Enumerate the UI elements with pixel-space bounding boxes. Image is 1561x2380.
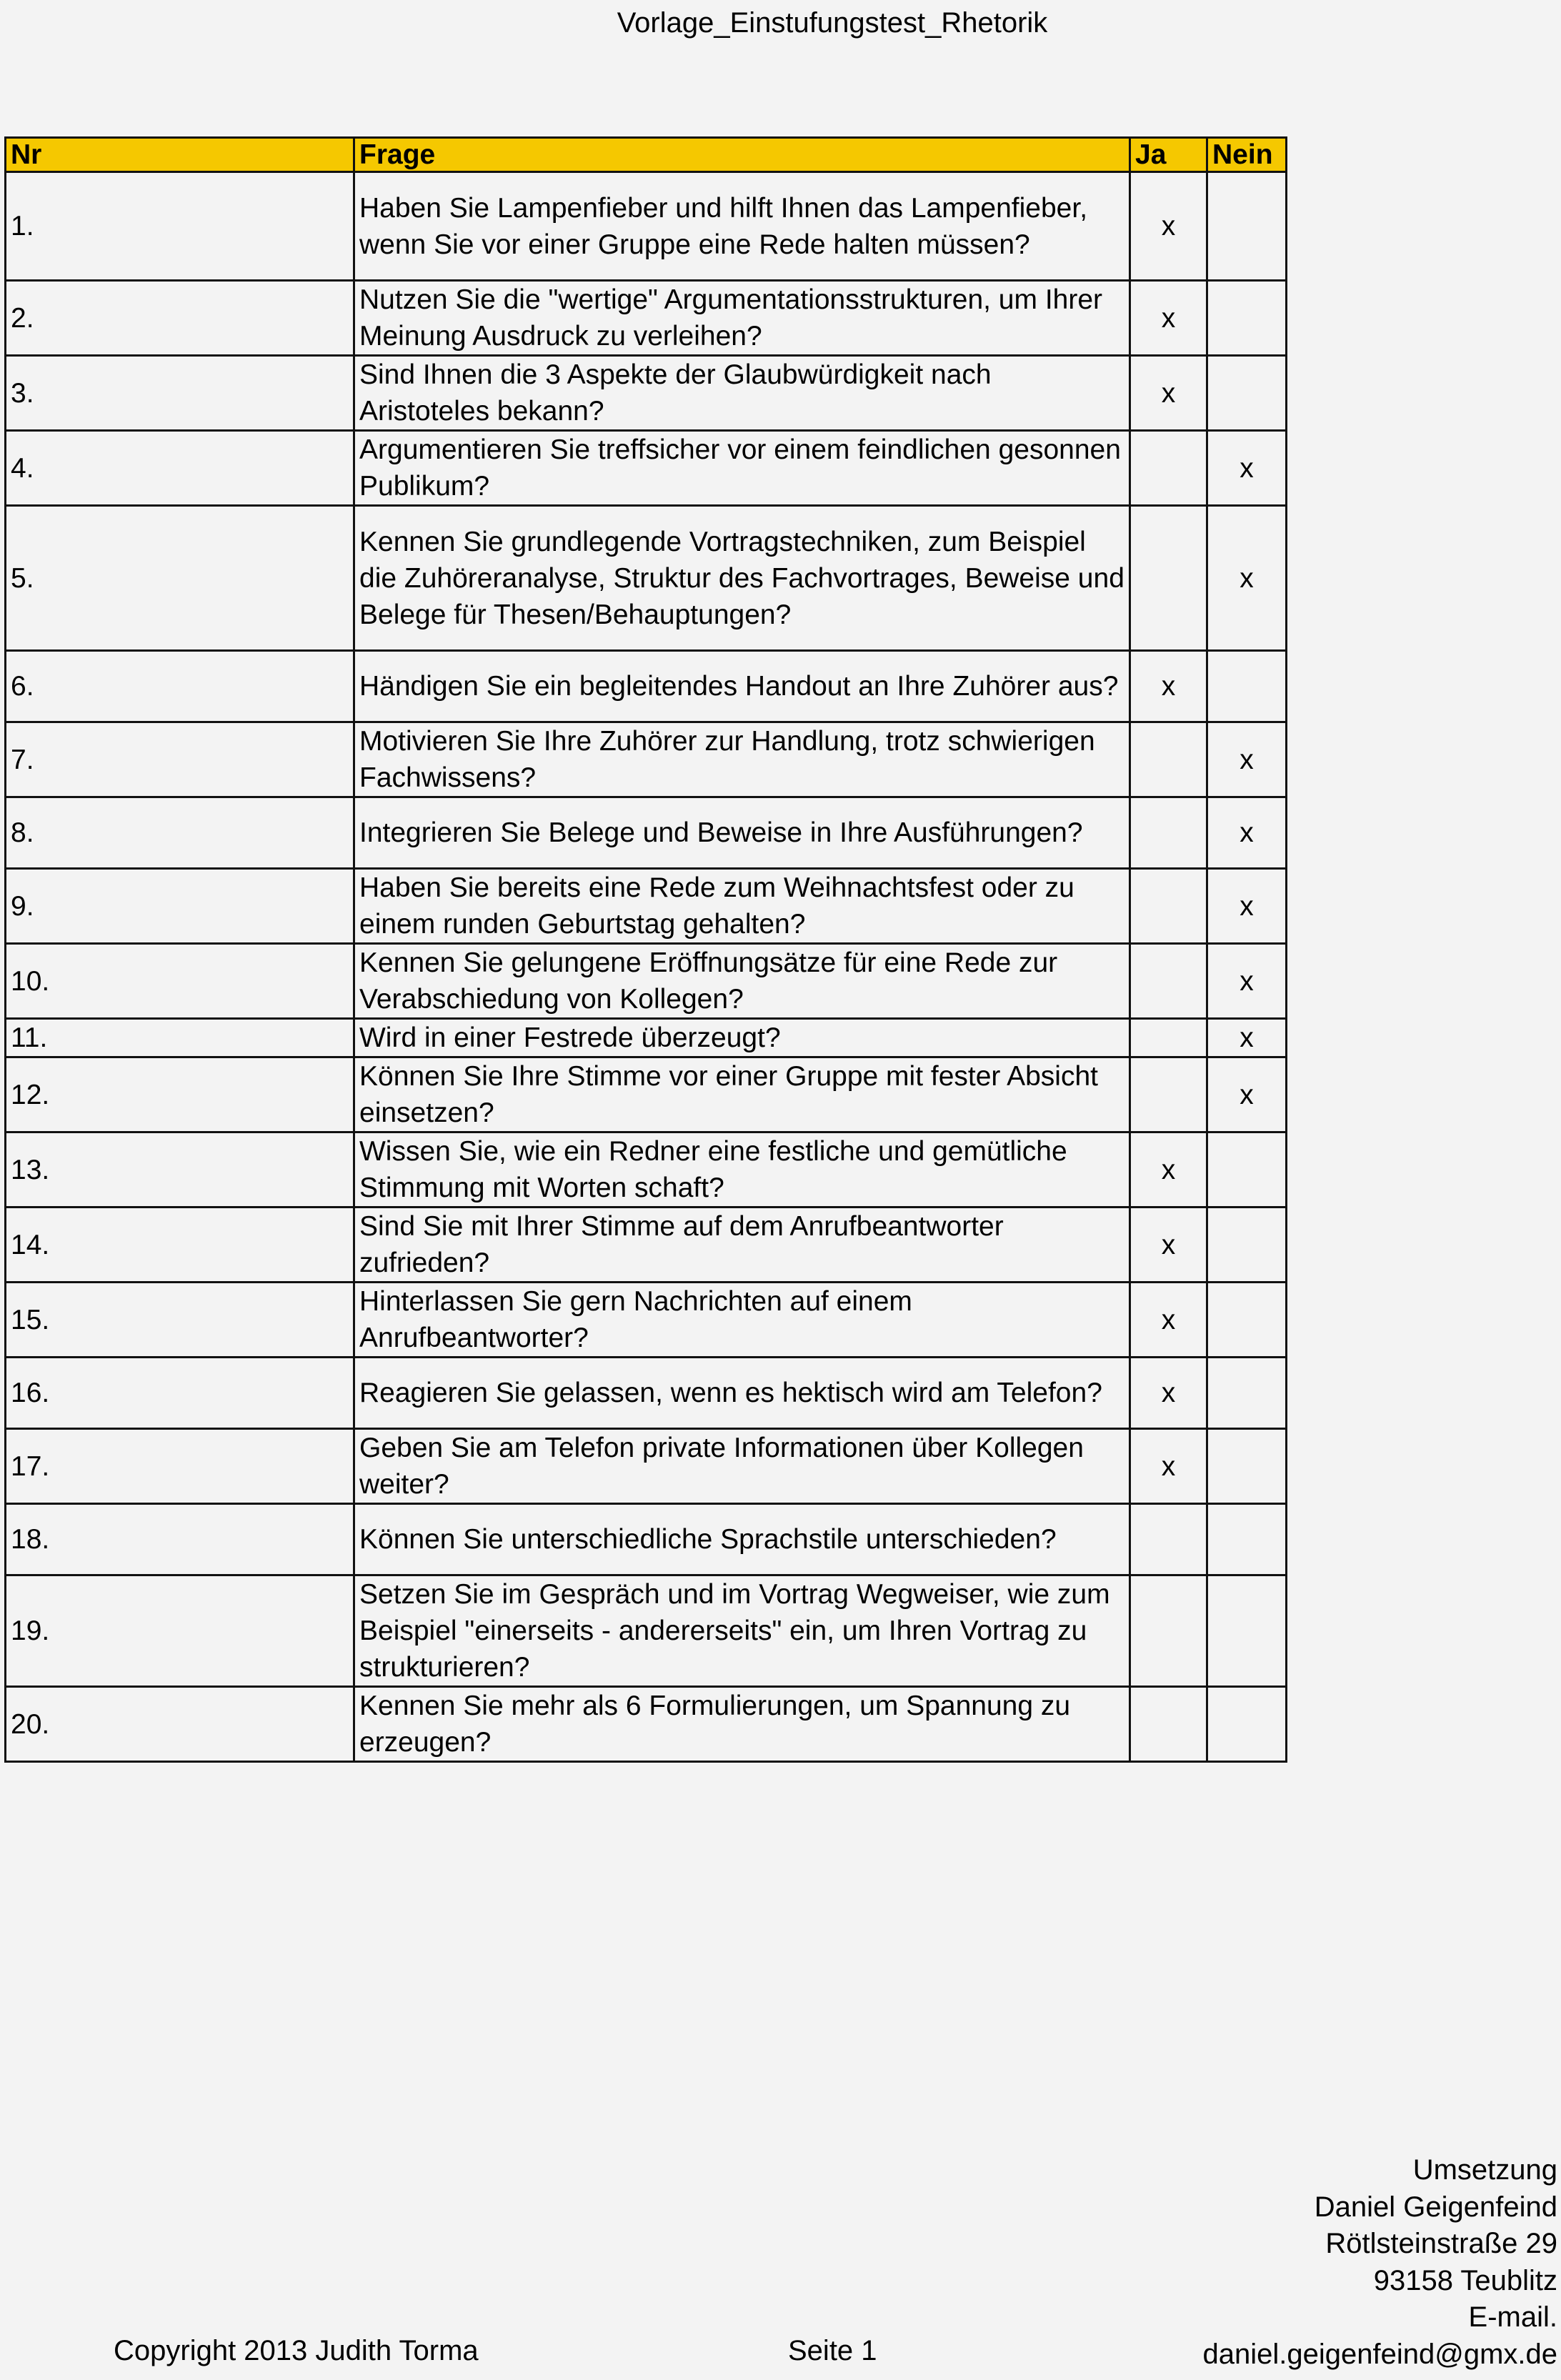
table-row [6, 1057, 1287, 1132]
question-text: Motivieren Sie Ihre Zuhörer zur Handlung, trotz schwierigen Fachwissens? [354, 722, 1130, 797]
row-number: 2. [6, 281, 354, 356]
answer-nein: x [1207, 506, 1287, 651]
answer-ja [1130, 431, 1207, 506]
answer-ja: x [1130, 1208, 1207, 1283]
answer-ja: x [1130, 356, 1207, 431]
table-row [6, 1504, 1287, 1575]
answer-ja: x [1130, 1358, 1207, 1429]
answer-ja [1130, 1687, 1207, 1762]
contact-line: Umsetzung [1412, 2154, 1557, 2186]
question-text: Reagieren Sie gelassen, wenn es hektisch wird am Telefon? [354, 1358, 1130, 1429]
row-number: 3. [6, 356, 354, 431]
answer-nein [1207, 356, 1287, 431]
footer-copyright: Copyright 2013 Judith Torma [114, 2335, 479, 2366]
answer-ja [1130, 1057, 1207, 1132]
question-text: Wird in einer Festrede überzeugt? [354, 1019, 1130, 1057]
answer-nein [1207, 1283, 1287, 1358]
answer-ja [1130, 1575, 1207, 1687]
question-text: Geben Sie am Telefon private Informationen über Kollegen weiter? [354, 1429, 1130, 1504]
answer-nein: x [1207, 431, 1287, 506]
answer-ja [1130, 1019, 1207, 1057]
answer-nein [1207, 1429, 1287, 1504]
row-number: 16. [6, 1358, 354, 1429]
row-number: 12. [6, 1057, 354, 1132]
question-text: Haben Sie Lampenfieber und hilft Ihnen das Lampenfieber, wenn Sie vor einer Gruppe eine Rede halten müssen? [354, 172, 1130, 281]
answer-nein [1207, 1575, 1287, 1687]
question-text: Argumentieren Sie treffsicher vor einem feindlichen gesonnen Publikum? [354, 431, 1130, 506]
row-number: 7. [6, 722, 354, 797]
question-text: Haben Sie bereits eine Rede zum Weihnachtsfest oder zu einem runden Geburtstag gehalten? [354, 869, 1130, 944]
question-text: Kennen Sie mehr als 6 Formulierungen, um Spannung zu erzeugen? [354, 1687, 1130, 1762]
row-number: 6. [6, 651, 354, 722]
row-number: 15. [6, 1283, 354, 1358]
table-row [6, 356, 1287, 431]
table-header-row [6, 138, 1287, 172]
row-number: 9. [6, 869, 354, 944]
row-number: 1. [6, 172, 354, 281]
answer-ja: x [1130, 651, 1207, 722]
column-header-nr: Nr [6, 138, 354, 172]
row-number: 14. [6, 1208, 354, 1283]
table-row [6, 1575, 1287, 1687]
table-row [6, 281, 1287, 356]
column-header-frage: Frage [354, 138, 1130, 172]
question-text: Wissen Sie, wie ein Redner eine festliche und gemütliche Stimmung mit Worten schaft? [354, 1132, 1130, 1208]
footer-page-number: Seite 1 [788, 2335, 877, 2366]
question-text: Hinterlassen Sie gern Nachrichten auf einem Anrufbeantworter? [354, 1283, 1130, 1358]
contact-email: daniel.geigenfeind@gmx.de [1202, 2338, 1557, 2370]
answer-nein: x [1207, 1057, 1287, 1132]
table-row [6, 797, 1287, 869]
row-number: 5. [6, 506, 354, 651]
answer-nein: x [1207, 869, 1287, 944]
table-body [6, 172, 1287, 1762]
question-text: Setzen Sie im Gespräch und im Vortrag Wegweiser, wie zum Beispiel "einerseits - andererseits" ein, um Ihren Vortrag zu strukturieren? [354, 1575, 1130, 1687]
answer-nein [1207, 1687, 1287, 1762]
question-text: Integrieren Sie Belege und Beweise in Ihre Ausführungen? [354, 797, 1130, 869]
question-text: Nutzen Sie die "wertige" Argumentationsstrukturen, um Ihrer Meinung Ausdruck zu verleihen? [354, 281, 1130, 356]
answer-nein [1207, 281, 1287, 356]
table-row [6, 1208, 1287, 1283]
row-number: 19. [6, 1575, 354, 1687]
row-number: 4. [6, 431, 354, 506]
answer-nein [1207, 172, 1287, 281]
table-row [6, 651, 1287, 722]
answer-nein: x [1207, 944, 1287, 1019]
answer-nein: x [1207, 1019, 1287, 1057]
table-row [6, 506, 1287, 651]
answer-ja [1130, 869, 1207, 944]
question-text: Kennen Sie gelungene Eröffnungsätze für eine Rede zur Verabschiedung von Kollegen? [354, 944, 1130, 1019]
answer-ja: x [1130, 1283, 1207, 1358]
table-row [6, 722, 1287, 797]
answer-nein [1207, 1358, 1287, 1429]
answer-ja: x [1130, 1429, 1207, 1504]
table-row [6, 1019, 1287, 1057]
contact-line: Rötlsteinstraße 29 [1325, 2228, 1557, 2259]
answer-ja: x [1130, 1132, 1207, 1208]
answer-ja [1130, 944, 1207, 1019]
footer-contact [1202, 2152, 1557, 2373]
table-row [6, 431, 1287, 506]
answer-nein [1207, 1504, 1287, 1575]
column-header-ja: Ja [1130, 138, 1207, 172]
table-row [6, 1358, 1287, 1429]
answer-ja [1130, 797, 1207, 869]
table-row [6, 944, 1287, 1019]
table-row [6, 869, 1287, 944]
row-number: 11. [6, 1019, 354, 1057]
answer-ja [1130, 506, 1207, 651]
row-number: 20. [6, 1687, 354, 1762]
row-number: 13. [6, 1132, 354, 1208]
answer-ja [1130, 1504, 1207, 1575]
table-row [6, 1283, 1287, 1358]
question-text: Können Sie unterschiedliche Sprachstile unterschieden? [354, 1504, 1130, 1575]
answer-ja: x [1130, 172, 1207, 281]
answer-nein: x [1207, 722, 1287, 797]
question-text: Händigen Sie ein begleitendes Handout an Ihre Zuhörer aus? [354, 651, 1130, 722]
row-number: 17. [6, 1429, 354, 1504]
answer-ja: x [1130, 281, 1207, 356]
table-row [6, 1429, 1287, 1504]
column-header-nein: Nein [1207, 138, 1287, 172]
row-number: 10. [6, 944, 354, 1019]
question-table [4, 136, 1287, 1763]
question-text: Können Sie Ihre Stimme vor einer Gruppe mit fester Absicht einsetzen? [354, 1057, 1130, 1132]
contact-line: Daniel Geigenfeind [1314, 2191, 1557, 2223]
row-number: 8. [6, 797, 354, 869]
row-number: 18. [6, 1504, 354, 1575]
answer-ja [1130, 722, 1207, 797]
table-row [6, 1132, 1287, 1208]
question-text: Kennen Sie grundlegende Vortragstechniken, zum Beispiel die Zuhöreranalyse, Struktur des Fachvortrages, Beweise und Belege für Thesen/Behauptungen? [354, 506, 1130, 651]
answer-nein [1207, 651, 1287, 722]
table-row [6, 172, 1287, 281]
answer-nein: x [1207, 797, 1287, 869]
contact-line: E-mail. [1468, 2301, 1557, 2333]
question-text: Sind Ihnen die 3 Aspekte der Glaubwürdigkeit nach Aristoteles bekann? [354, 356, 1130, 431]
answer-nein [1207, 1132, 1287, 1208]
document-title: Vorlage_Einstufungstest_Rhetorik [617, 7, 1048, 39]
contact-line: 93158 Teublitz [1373, 2264, 1557, 2296]
table-row [6, 1687, 1287, 1762]
answer-nein [1207, 1208, 1287, 1283]
question-text: Sind Sie mit Ihrer Stimme auf dem Anrufbeantworter zufrieden? [354, 1208, 1130, 1283]
